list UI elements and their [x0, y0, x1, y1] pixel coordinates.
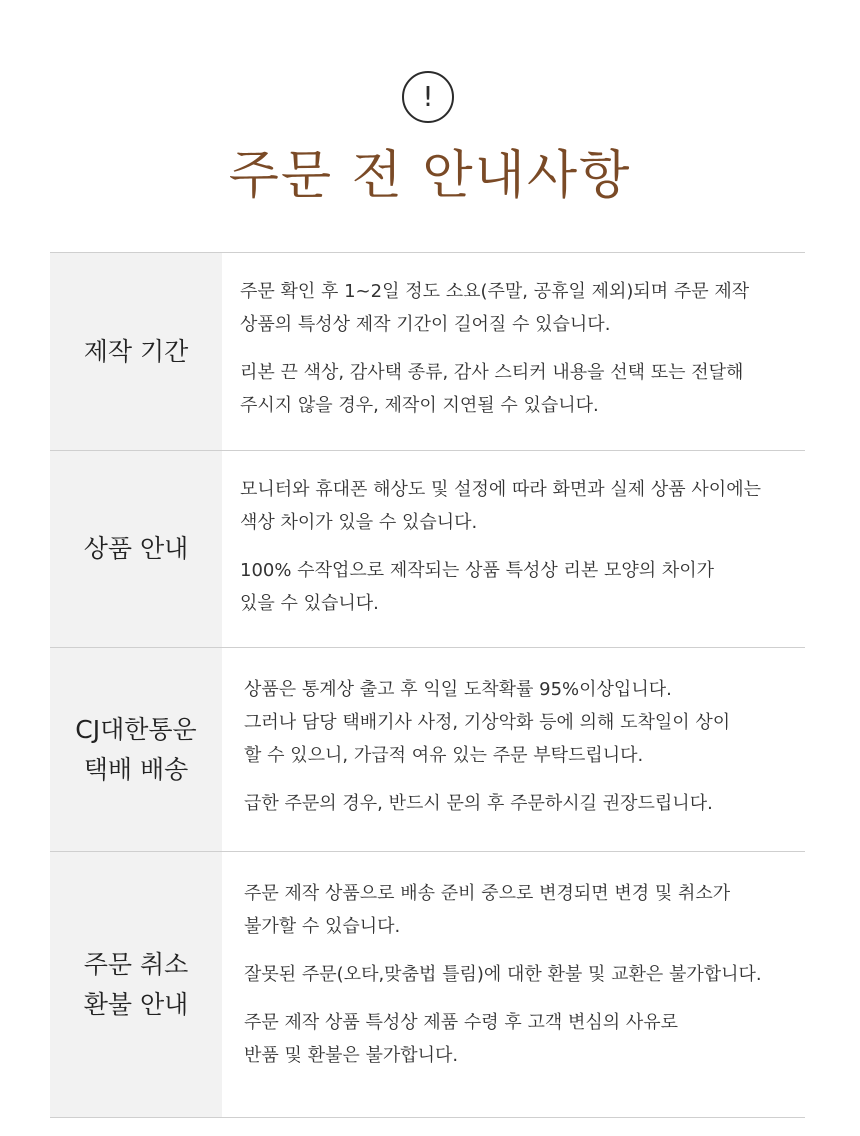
section-label: 제작 기간 — [50, 253, 222, 450]
section-product-info — [50, 451, 805, 648]
section-paragraph: 상품은 통계상 출고 후 익일 도착확률 95%이상입니다. 그러나 담당 택배기사 사정, 기상악화 등에 의해 도착일이 상이 할 수 있으니, 가급적 여유 있는 주문 부탁드립니다. — [244, 679, 731, 766]
section-label: 상품 안내 — [50, 451, 222, 647]
section-paragraph: 주문 제작 상품 특성상 제품 수령 후 고객 변심의 사유로 반품 및 환불은 불가합니다. — [244, 1012, 679, 1066]
notice-table — [50, 252, 805, 1118]
section-paragraph: 급한 주문의 경우, 반드시 문의 후 주문하시길 권장드립니다. — [244, 793, 713, 814]
section-paragraph: 잘못된 주문(오타,맞춤법 틀림)에 대한 환불 및 교환은 불가합니다. — [244, 964, 762, 985]
section-content — [222, 852, 805, 1117]
section-cancel-refund — [50, 852, 805, 1118]
section-production-period — [50, 253, 805, 451]
section-delivery — [50, 648, 805, 852]
section-label: 주문 취소 환불 안내 — [50, 852, 222, 1117]
section-paragraph: 주문 확인 후 1~2일 정도 소요(주말, 공휴일 제외)되며 주문 제작 상품의 특성상 제작 기간이 길어질 수 있습니다. — [240, 281, 750, 335]
exclamation-icon: ! — [402, 71, 454, 123]
section-label: CJ대한통운 택배 배송 — [50, 648, 222, 851]
section-paragraph: 리본 끈 색상, 감사택 종류, 감사 스티커 내용을 선택 또는 전달해 주시지 않을 경우, 제작이 지연될 수 있습니다. — [240, 362, 744, 416]
section-paragraph: 100% 수작업으로 제작되는 상품 특성상 리본 모양의 차이가 있을 수 있습니다. — [240, 560, 715, 614]
section-paragraph: 모니터와 휴대폰 해상도 및 설정에 따라 화면과 실제 상품 사이에는 색상 차이가 있을 수 있습니다. — [240, 479, 761, 533]
section-paragraph: 주문 제작 상품으로 배송 준비 중으로 변경되면 변경 및 취소가 불가할 수 있습니다. — [244, 883, 731, 937]
section-content — [222, 648, 805, 851]
section-content — [222, 451, 805, 647]
notice-header — [0, 0, 860, 252]
section-content — [222, 253, 805, 450]
page-title: 주문 전 안내사항 — [228, 146, 632, 206]
